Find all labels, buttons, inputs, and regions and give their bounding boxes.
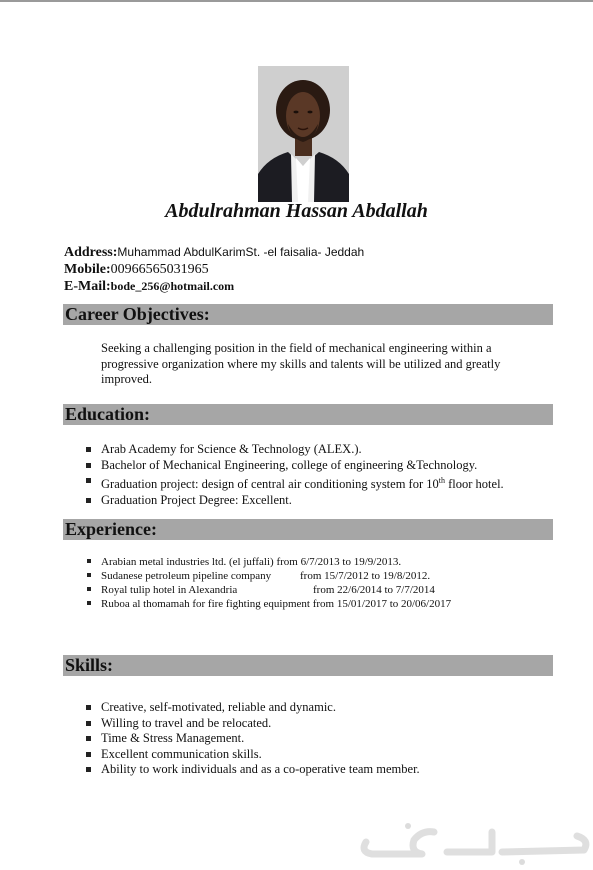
skills-list xyxy=(101,700,420,778)
email-value: bode_256@hotmail.com xyxy=(110,279,235,293)
portrait-illustration xyxy=(258,66,349,202)
address-label: Address: xyxy=(64,245,118,260)
experience-list xyxy=(101,555,451,611)
education-title: Education: xyxy=(65,404,151,424)
career-objectives-title: Career Objectives: xyxy=(65,304,210,324)
list-item: Sudanese petroleum pipeline company from 15/7/2012 to 19/8/2012. xyxy=(101,569,451,583)
career-objectives-text xyxy=(101,341,541,388)
mobile-label: Mobile: xyxy=(64,262,111,277)
list-item: Graduation project: design of central air conditioning system for 10th floor hotel. xyxy=(101,473,504,493)
list-item: Willing to travel and be relocated. xyxy=(101,716,420,732)
list-item: Ruboa al thomamah for fire fighting equipment from 15/01/2017 to 20/06/2017 xyxy=(101,598,452,610)
list-item: Royal tulip hotel in Alexandria from 22/6/2014 to 7/7/2014 xyxy=(101,583,451,597)
list-item: Graduation Project Degree: Excellent. xyxy=(101,493,504,509)
list-item: Creative, self-motivated, reliable and dynamic. xyxy=(101,700,420,716)
career-objectives-header xyxy=(63,304,553,325)
list-item: Arabian metal industries ltd. (el juffali) from 6/7/2013 to 19/9/2013. xyxy=(101,555,451,569)
career-line: improved. xyxy=(101,372,153,386)
haraj-watermark-logo xyxy=(352,818,592,866)
list-item: Arab Academy for Science & Technology (ALEX.). xyxy=(101,442,504,458)
list-item: Bachelor of Mechanical Engineering, college of engineering &Technology. xyxy=(101,458,504,474)
career-line: Seeking a challenging position in the field of mechanical engineering within a xyxy=(101,341,492,355)
education-header xyxy=(63,404,553,425)
skills-header xyxy=(63,655,553,676)
experience-header xyxy=(63,519,553,540)
address-value: Muhammad AbdulKarimSt. -el faisalia- Jeddah xyxy=(117,245,365,259)
list-item: Ability to work individuals and as a co-operative team member. xyxy=(101,762,420,776)
career-line: progressive organization where my skills and talents will be utilized and greatly xyxy=(101,356,501,371)
candidate-name: Abdulrahman Hassan Abdallah xyxy=(165,200,428,222)
mobile-value: 00966565031965 xyxy=(110,262,209,277)
email-label: E-Mail: xyxy=(64,279,111,294)
experience-title: Experience: xyxy=(65,519,157,539)
address-line xyxy=(64,245,364,261)
email-line xyxy=(64,279,234,295)
ordinal-suffix: th xyxy=(438,476,445,485)
education-list xyxy=(101,442,504,508)
profile-photo xyxy=(258,66,349,202)
list-item: Excellent communication skills. xyxy=(101,747,420,763)
top-divider xyxy=(0,0,593,2)
skills-title: Skills: xyxy=(65,655,114,675)
mobile-line xyxy=(64,262,209,278)
list-item: Time & Stress Management. xyxy=(101,731,420,747)
